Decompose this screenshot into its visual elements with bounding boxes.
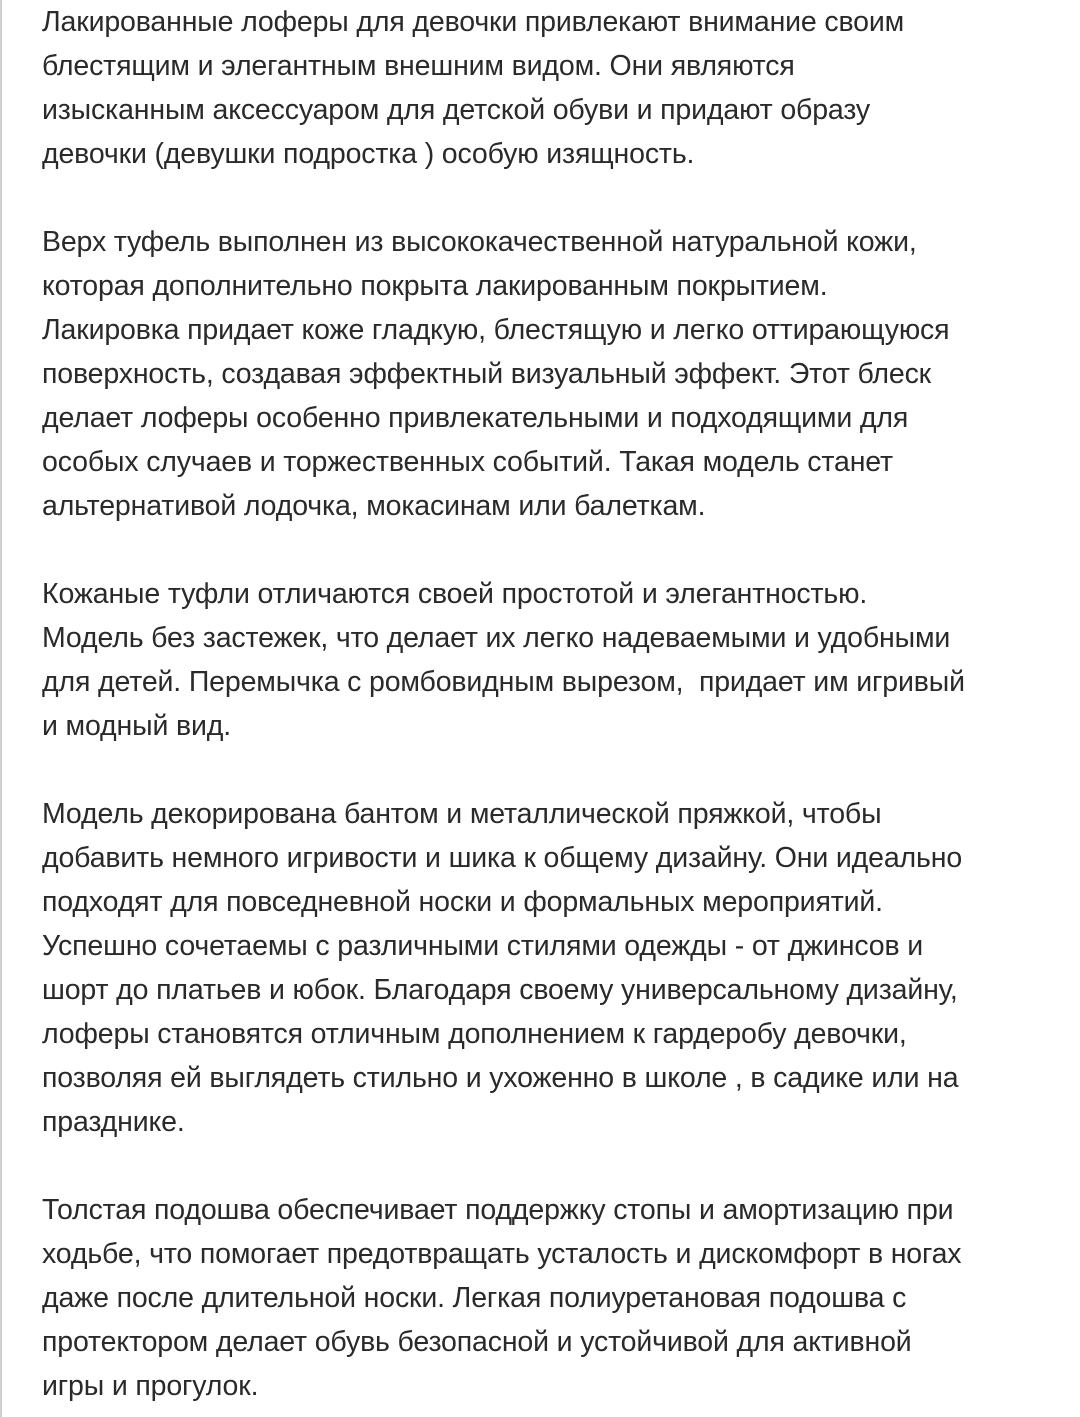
text-line: Толстая подошва обеспечивает поддержку стопы и амортизацию при: [42, 1194, 954, 1226]
text-line: лоферы становятся отличным дополнением к гардеробу девочки,: [42, 1018, 907, 1050]
text-line: особых случаев и торжественных событий. Такая модель станет: [42, 446, 893, 478]
text-line: Модель декорирована бантом и металлической пряжкой, чтобы: [42, 798, 882, 830]
text-line: делает лоферы особенно привлекательными и подходящими для: [42, 402, 909, 434]
paragraph-5: [42, 1188, 1052, 1408]
paragraph-1: [42, 0, 1052, 176]
article-text: [42, 0, 1052, 1408]
text-line: Лакировка придает коже гладкую, блестящую и легко оттирающуюся: [42, 314, 950, 346]
text-line: позволяя ей выглядеть стильно и ухоженно в школе , в садике или на: [42, 1062, 959, 1094]
text-line: девочки (девушки подростка ) особую изящность.: [42, 138, 695, 170]
text-line: для детей. Перемычка с ромбовидным вырезом, придает им игривый: [42, 666, 965, 698]
text-line: изысканным аксессуаром для детской обуви и придают образу: [42, 94, 870, 126]
text-line: блестящим и элегантным внешним видом. Они являются: [42, 50, 795, 82]
text-line: альтернативой лодочка, мокасинам или балеткам.: [42, 490, 706, 522]
text-line: игры и прогулок.: [42, 1370, 259, 1402]
text-line: поверхность, создавая эффектный визуальный эффект. Этот блеск: [42, 358, 931, 390]
text-line: и модный вид.: [42, 710, 232, 742]
text-line: Лакированные лоферы для девочки привлекают внимание своим: [42, 6, 905, 38]
paragraph-3: [42, 572, 1052, 748]
text-line: шорт до платьев и юбок. Благодаря своему универсальному дизайну,: [42, 974, 958, 1006]
text-line: Успешно сочетаемы с различными стилями одежды - от джинсов и: [42, 930, 923, 962]
text-line: ходьбе, что помогает предотвращать усталость и дискомфорт в ногах: [42, 1238, 962, 1270]
text-line: добавить немного игривости и шика к общему дизайну. Они идеально: [42, 842, 963, 874]
paragraph-4: [42, 792, 1052, 1144]
text-line: которая дополнительно покрыта лакированным покрытием.: [42, 270, 828, 302]
text-line: празднике.: [42, 1106, 185, 1138]
text-line: подходят для повседневной носки и формальных мероприятий.: [42, 886, 883, 918]
text-line: даже после длительной носки. Легкая полиуретановая подошва с: [42, 1282, 907, 1314]
text-line: протектором делает обувь безопасной и устойчивой для активной: [42, 1326, 912, 1358]
text-line: Кожаные туфли отличаются своей простотой и элегантностью.: [42, 578, 868, 610]
text-line: Верх туфель выполнен из высококачественной натуральной кожи,: [42, 226, 917, 258]
text-line: Модель без застежек, что делает их легко надеваемыми и удобными: [42, 622, 951, 654]
paragraph-2: [42, 220, 1052, 528]
